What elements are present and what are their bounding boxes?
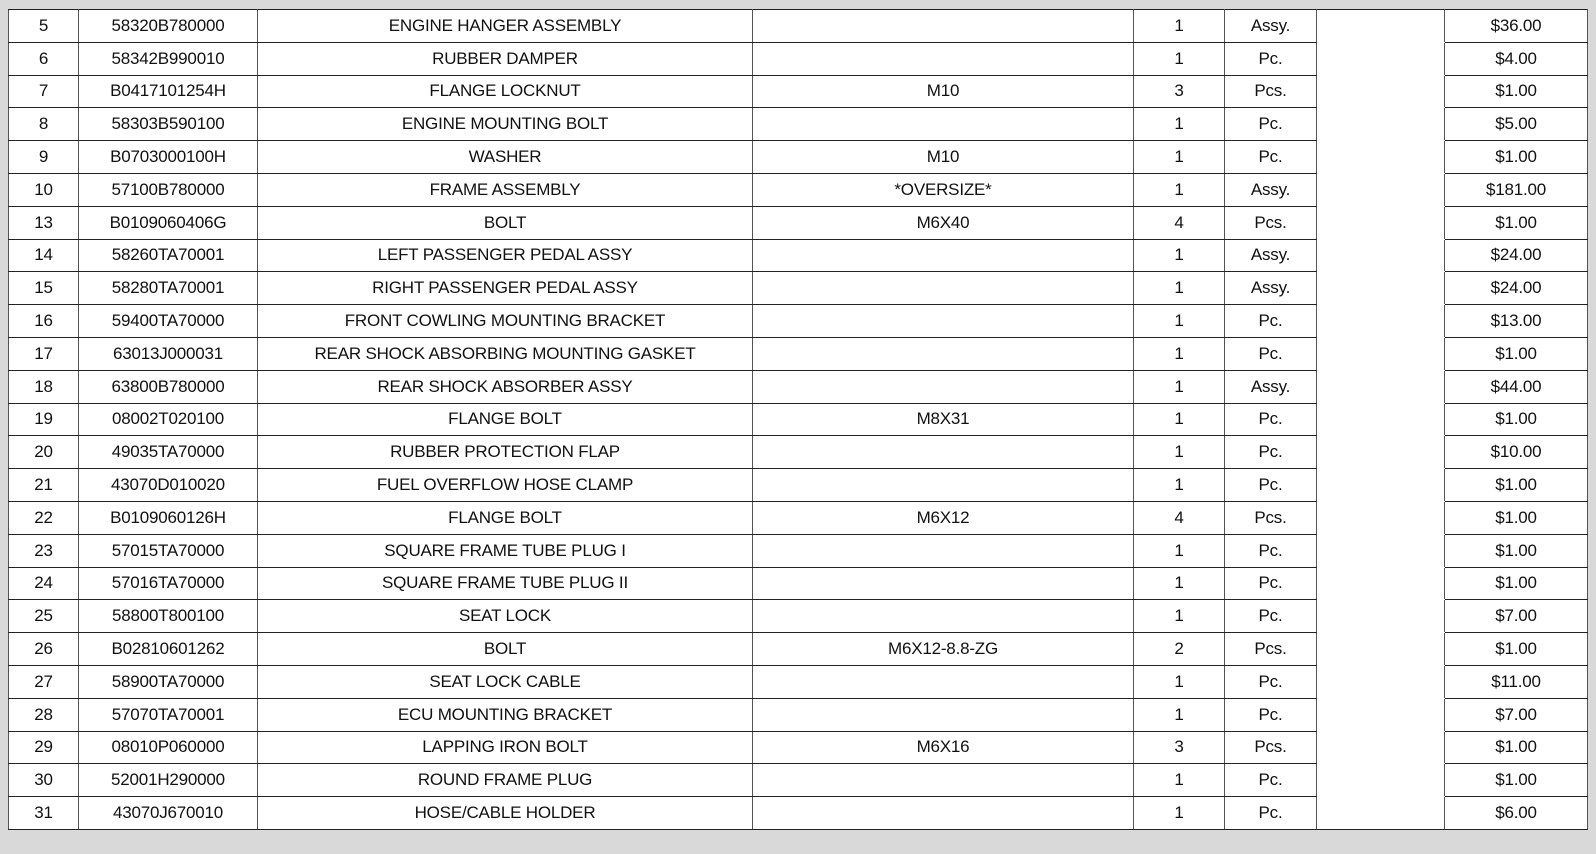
table-row (9, 337, 1588, 370)
ref-number-cell: 9 (9, 141, 79, 174)
ref-number-cell: 29 (9, 731, 79, 764)
quantity-cell: 1 (1134, 469, 1225, 502)
part-number-cell: B0109060406G (79, 206, 258, 239)
part-number-cell: B02810601262 (79, 633, 258, 666)
price-cell: $6.00 (1445, 797, 1588, 830)
unit-cell: Assy. (1225, 10, 1317, 43)
blank-cell (1317, 370, 1445, 403)
price-cell: $5.00 (1445, 108, 1588, 141)
table-row (9, 534, 1588, 567)
spec-cell (753, 42, 1134, 75)
price-cell: $1.00 (1445, 469, 1588, 502)
price-cell: $1.00 (1445, 633, 1588, 666)
table-row (9, 469, 1588, 502)
ref-number-cell: 7 (9, 75, 79, 108)
price-cell: $1.00 (1445, 75, 1588, 108)
top-band (0, 0, 1596, 9)
part-number-cell: 43070D010020 (79, 469, 258, 502)
part-number-cell: 52001H290000 (79, 764, 258, 797)
description-cell: LAPPING IRON BOLT (258, 731, 753, 764)
blank-cell (1317, 764, 1445, 797)
blank-cell (1317, 436, 1445, 469)
description-cell: HOSE/CABLE HOLDER (258, 797, 753, 830)
price-cell: $1.00 (1445, 403, 1588, 436)
blank-cell (1317, 698, 1445, 731)
spec-cell (753, 764, 1134, 797)
quantity-cell: 1 (1134, 600, 1225, 633)
unit-cell: Pc. (1225, 797, 1317, 830)
blank-cell (1317, 633, 1445, 666)
spec-cell (753, 567, 1134, 600)
quantity-cell: 2 (1134, 633, 1225, 666)
blank-cell (1317, 42, 1445, 75)
quantity-cell: 3 (1134, 75, 1225, 108)
spec-cell (753, 797, 1134, 830)
quantity-cell: 4 (1134, 206, 1225, 239)
price-cell: $1.00 (1445, 141, 1588, 174)
quantity-cell: 1 (1134, 764, 1225, 797)
blank-cell (1317, 731, 1445, 764)
unit-cell: Pcs. (1225, 731, 1317, 764)
blank-cell (1317, 403, 1445, 436)
price-cell: $1.00 (1445, 534, 1588, 567)
quantity-cell: 1 (1134, 534, 1225, 567)
description-cell: SEAT LOCK CABLE (258, 665, 753, 698)
description-cell: RIGHT PASSENGER PEDAL ASSY (258, 272, 753, 305)
ref-number-cell: 5 (9, 10, 79, 43)
quantity-cell: 1 (1134, 239, 1225, 272)
quantity-cell: 1 (1134, 42, 1225, 75)
description-cell: FLANGE BOLT (258, 501, 753, 534)
price-cell: $24.00 (1445, 272, 1588, 305)
table-row (9, 10, 1588, 43)
spec-cell (753, 600, 1134, 633)
description-cell: SEAT LOCK (258, 600, 753, 633)
part-number-cell: 58800T800100 (79, 600, 258, 633)
table-row (9, 108, 1588, 141)
part-number-cell: 59400TA70000 (79, 305, 258, 338)
ref-number-cell: 17 (9, 337, 79, 370)
quantity-cell: 3 (1134, 731, 1225, 764)
spec-cell (753, 272, 1134, 305)
ref-number-cell: 20 (9, 436, 79, 469)
description-cell: ENGINE MOUNTING BOLT (258, 108, 753, 141)
price-cell: $1.00 (1445, 337, 1588, 370)
part-number-cell: 58342B990010 (79, 42, 258, 75)
part-number-cell: B0417101254H (79, 75, 258, 108)
blank-cell (1317, 173, 1445, 206)
blank-cell (1317, 108, 1445, 141)
price-cell: $10.00 (1445, 436, 1588, 469)
price-cell: $36.00 (1445, 10, 1588, 43)
table-row (9, 272, 1588, 305)
unit-cell: Pc. (1225, 567, 1317, 600)
part-number-cell: 58900TA70000 (79, 665, 258, 698)
table-row (9, 206, 1588, 239)
part-number-cell: 57016TA70000 (79, 567, 258, 600)
spec-cell: M6X16 (753, 731, 1134, 764)
price-cell: $7.00 (1445, 600, 1588, 633)
spec-cell (753, 698, 1134, 731)
ref-number-cell: 26 (9, 633, 79, 666)
price-cell: $24.00 (1445, 239, 1588, 272)
description-cell: BOLT (258, 633, 753, 666)
spec-cell: M6X40 (753, 206, 1134, 239)
unit-cell: Pc. (1225, 534, 1317, 567)
unit-cell: Pc. (1225, 403, 1317, 436)
unit-cell: Pc. (1225, 108, 1317, 141)
description-cell: REAR SHOCK ABSORBER ASSY (258, 370, 753, 403)
unit-cell: Assy. (1225, 239, 1317, 272)
spec-cell (753, 436, 1134, 469)
description-cell: ENGINE HANGER ASSEMBLY (258, 10, 753, 43)
ref-number-cell: 21 (9, 469, 79, 502)
unit-cell: Pc. (1225, 764, 1317, 797)
spec-cell (753, 534, 1134, 567)
unit-cell: Pc. (1225, 436, 1317, 469)
blank-cell (1317, 797, 1445, 830)
quantity-cell: 1 (1134, 665, 1225, 698)
quantity-cell: 1 (1134, 370, 1225, 403)
price-cell: $1.00 (1445, 501, 1588, 534)
unit-cell: Pc. (1225, 42, 1317, 75)
price-cell: $13.00 (1445, 305, 1588, 338)
blank-cell (1317, 75, 1445, 108)
quantity-cell: 4 (1134, 501, 1225, 534)
ref-number-cell: 24 (9, 567, 79, 600)
table-row (9, 501, 1588, 534)
description-cell: FLANGE BOLT (258, 403, 753, 436)
quantity-cell: 1 (1134, 797, 1225, 830)
price-cell: $1.00 (1445, 567, 1588, 600)
part-number-cell: 58320B780000 (79, 10, 258, 43)
table-row (9, 42, 1588, 75)
unit-cell: Assy. (1225, 272, 1317, 305)
unit-cell: Pc. (1225, 698, 1317, 731)
price-cell: $1.00 (1445, 764, 1588, 797)
blank-cell (1317, 501, 1445, 534)
ref-number-cell: 19 (9, 403, 79, 436)
ref-number-cell: 10 (9, 173, 79, 206)
quantity-cell: 1 (1134, 108, 1225, 141)
blank-cell (1317, 567, 1445, 600)
ref-number-cell: 23 (9, 534, 79, 567)
quantity-cell: 1 (1134, 337, 1225, 370)
part-number-cell: 57015TA70000 (79, 534, 258, 567)
part-number-cell: 58260TA70001 (79, 239, 258, 272)
spec-cell: M10 (753, 141, 1134, 174)
spec-cell (753, 665, 1134, 698)
blank-cell (1317, 10, 1445, 43)
table-row (9, 436, 1588, 469)
unit-cell: Pcs. (1225, 206, 1317, 239)
spec-cell (753, 239, 1134, 272)
description-cell: WASHER (258, 141, 753, 174)
spec-cell (753, 10, 1134, 43)
ref-number-cell: 18 (9, 370, 79, 403)
part-number-cell: 43070J670010 (79, 797, 258, 830)
description-cell: LEFT PASSENGER PEDAL ASSY (258, 239, 753, 272)
part-number-cell: 08002T020100 (79, 403, 258, 436)
ref-number-cell: 25 (9, 600, 79, 633)
table-row (9, 764, 1588, 797)
spec-cell (753, 108, 1134, 141)
part-number-cell: 58303B590100 (79, 108, 258, 141)
table-row (9, 698, 1588, 731)
blank-cell (1317, 239, 1445, 272)
part-number-cell: 63013J000031 (79, 337, 258, 370)
description-cell: ROUND FRAME PLUG (258, 764, 753, 797)
part-number-cell: 57100B780000 (79, 173, 258, 206)
price-cell: $44.00 (1445, 370, 1588, 403)
parts-table (8, 9, 1588, 830)
blank-cell (1317, 600, 1445, 633)
price-cell: $11.00 (1445, 665, 1588, 698)
unit-cell: Pc. (1225, 469, 1317, 502)
spec-cell: M6X12 (753, 501, 1134, 534)
unit-cell: Assy. (1225, 370, 1317, 403)
quantity-cell: 1 (1134, 141, 1225, 174)
price-cell: $1.00 (1445, 731, 1588, 764)
ref-number-cell: 6 (9, 42, 79, 75)
table-row (9, 600, 1588, 633)
quantity-cell: 1 (1134, 698, 1225, 731)
part-number-cell: 63800B780000 (79, 370, 258, 403)
quantity-cell: 1 (1134, 272, 1225, 305)
blank-cell (1317, 272, 1445, 305)
unit-cell: Pc. (1225, 337, 1317, 370)
description-cell: FRONT COWLING MOUNTING BRACKET (258, 305, 753, 338)
spec-cell: M8X31 (753, 403, 1134, 436)
description-cell: RUBBER PROTECTION FLAP (258, 436, 753, 469)
ref-number-cell: 13 (9, 206, 79, 239)
part-number-cell: 58280TA70001 (79, 272, 258, 305)
blank-cell (1317, 337, 1445, 370)
quantity-cell: 1 (1134, 436, 1225, 469)
spec-cell: *OVERSIZE* (753, 173, 1134, 206)
table-row (9, 567, 1588, 600)
part-number-cell: 49035TA70000 (79, 436, 258, 469)
quantity-cell: 1 (1134, 305, 1225, 338)
description-cell: SQUARE FRAME TUBE PLUG I (258, 534, 753, 567)
part-number-cell: B0703000100H (79, 141, 258, 174)
blank-cell (1317, 305, 1445, 338)
quantity-cell: 1 (1134, 173, 1225, 206)
table-row (9, 797, 1588, 830)
table-row (9, 141, 1588, 174)
price-cell: $7.00 (1445, 698, 1588, 731)
ref-number-cell: 31 (9, 797, 79, 830)
ref-number-cell: 15 (9, 272, 79, 305)
table-row (9, 239, 1588, 272)
description-cell: BOLT (258, 206, 753, 239)
table-row (9, 173, 1588, 206)
description-cell: SQUARE FRAME TUBE PLUG II (258, 567, 753, 600)
blank-cell (1317, 206, 1445, 239)
table-row (9, 403, 1588, 436)
quantity-cell: 1 (1134, 567, 1225, 600)
unit-cell: Pcs. (1225, 75, 1317, 108)
unit-cell: Pc. (1225, 600, 1317, 633)
table-row (9, 370, 1588, 403)
price-cell: $181.00 (1445, 173, 1588, 206)
ref-number-cell: 30 (9, 764, 79, 797)
blank-cell (1317, 534, 1445, 567)
spec-cell: M10 (753, 75, 1134, 108)
blank-cell (1317, 469, 1445, 502)
ref-number-cell: 27 (9, 665, 79, 698)
ref-number-cell: 22 (9, 501, 79, 534)
unit-cell: Pcs. (1225, 501, 1317, 534)
description-cell: FUEL OVERFLOW HOSE CLAMP (258, 469, 753, 502)
unit-cell: Pcs. (1225, 633, 1317, 666)
description-cell: RUBBER DAMPER (258, 42, 753, 75)
parts-table-body (9, 10, 1588, 830)
spec-cell (753, 469, 1134, 502)
unit-cell: Pc. (1225, 665, 1317, 698)
description-cell: REAR SHOCK ABSORBING MOUNTING GASKET (258, 337, 753, 370)
ref-number-cell: 14 (9, 239, 79, 272)
quantity-cell: 1 (1134, 403, 1225, 436)
blank-cell (1317, 141, 1445, 174)
quantity-cell: 1 (1134, 10, 1225, 43)
price-cell: $4.00 (1445, 42, 1588, 75)
spec-cell (753, 305, 1134, 338)
spec-cell: M6X12-8.8-ZG (753, 633, 1134, 666)
unit-cell: Assy. (1225, 173, 1317, 206)
ref-number-cell: 16 (9, 305, 79, 338)
blank-cell (1317, 665, 1445, 698)
ref-number-cell: 8 (9, 108, 79, 141)
table-row (9, 665, 1588, 698)
unit-cell: Pc. (1225, 141, 1317, 174)
table-row (9, 633, 1588, 666)
description-cell: ECU MOUNTING BRACKET (258, 698, 753, 731)
part-number-cell: 57070TA70001 (79, 698, 258, 731)
table-row (9, 731, 1588, 764)
spec-cell (753, 370, 1134, 403)
table-row (9, 75, 1588, 108)
spec-cell (753, 337, 1134, 370)
unit-cell: Pc. (1225, 305, 1317, 338)
part-number-cell: B0109060126H (79, 501, 258, 534)
price-cell: $1.00 (1445, 206, 1588, 239)
part-number-cell: 08010P060000 (79, 731, 258, 764)
table-row (9, 305, 1588, 338)
description-cell: FRAME ASSEMBLY (258, 173, 753, 206)
ref-number-cell: 28 (9, 698, 79, 731)
description-cell: FLANGE LOCKNUT (258, 75, 753, 108)
